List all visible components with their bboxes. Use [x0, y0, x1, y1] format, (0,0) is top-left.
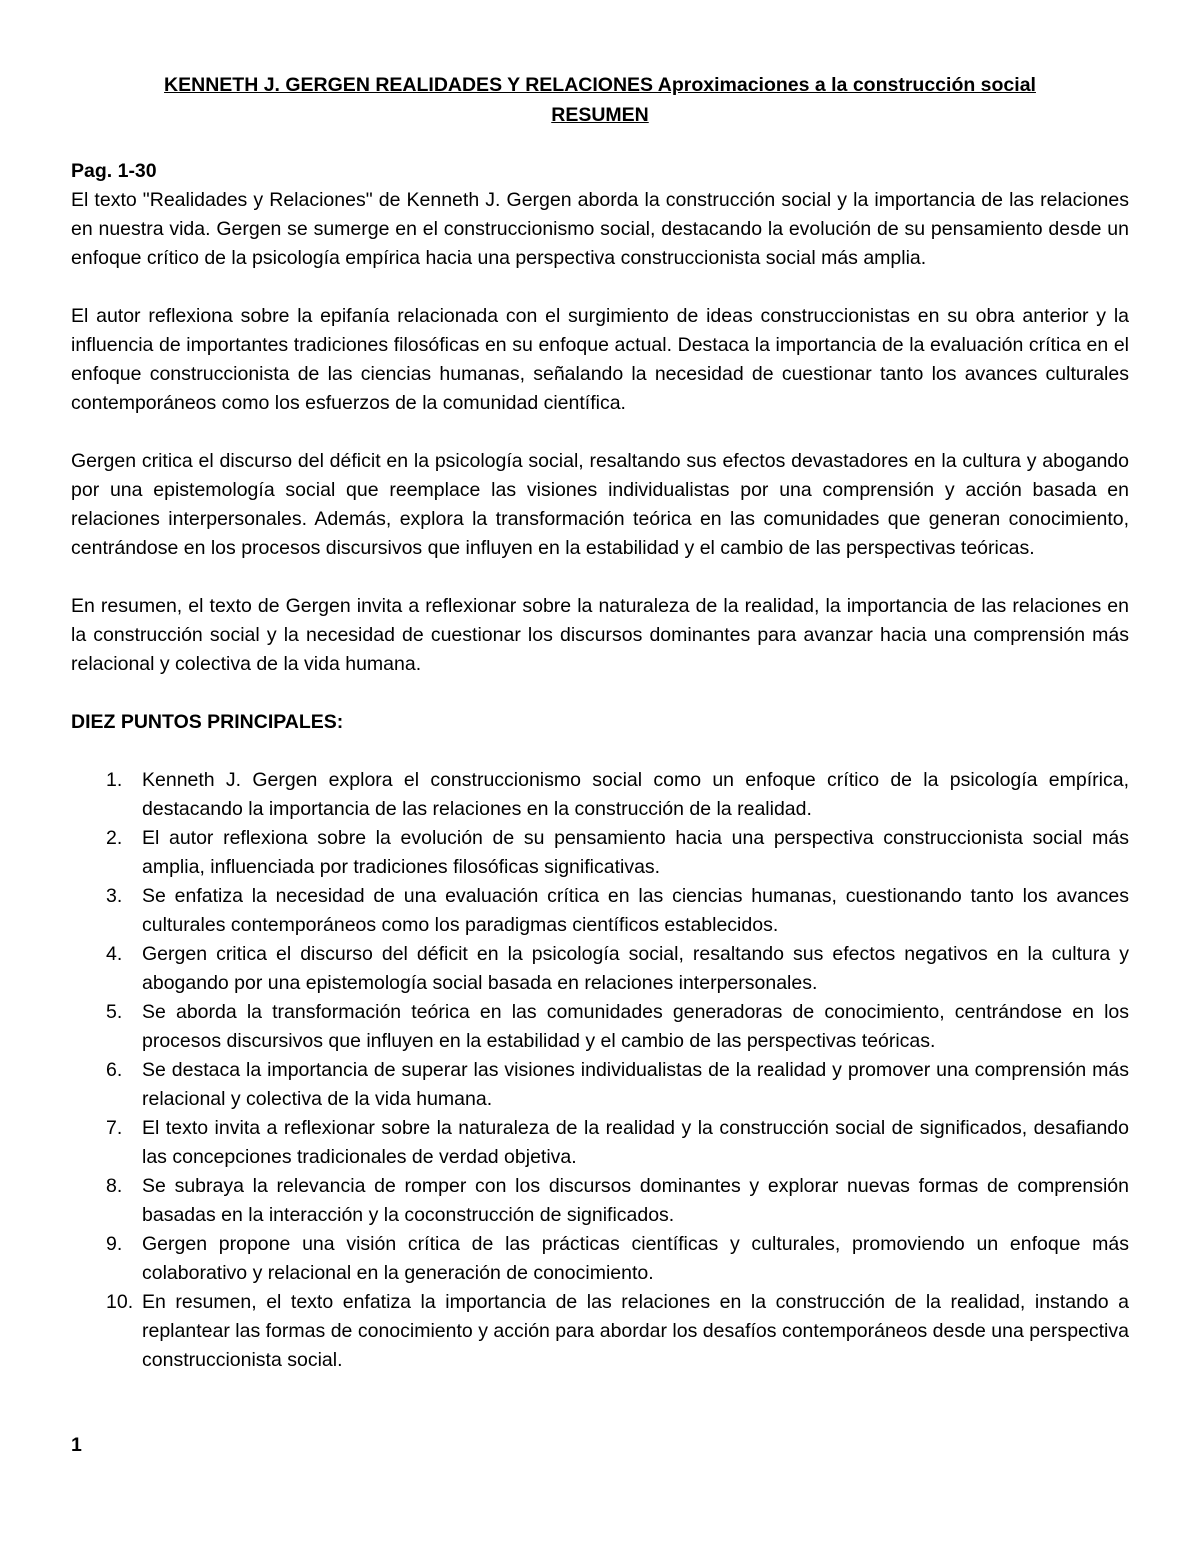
- list-item: [71, 1056, 1129, 1114]
- list-item: [71, 1288, 1129, 1375]
- list-item-number: 7.: [106, 1117, 123, 1139]
- list-item-number: 5.: [106, 1001, 123, 1023]
- list-item: [71, 1230, 1129, 1288]
- page-range: Pag. 1-30: [71, 160, 157, 182]
- list-item-number: 4.: [106, 943, 123, 965]
- points-heading: DIEZ PUNTOS PRINCIPALES:: [71, 711, 344, 733]
- paragraph: El texto "Realidades y Relaciones" de Kenneth J. Gergen aborda la construcción social y la importancia de las relaciones en nuestra vida. Gergen se sumerge en el construccionismo social, destacando la evolución de su pensamiento desde un enfoque crítico de la psicología empírica hacia una perspectiva construccionista social más amplia.: [71, 189, 1129, 269]
- paragraph: En resumen, el texto de Gergen invita a reflexionar sobre la naturaleza de la realidad, la importancia de las relaciones en la construcción social y la necesidad de cuestionar los discursos dominantes para avanzar hacia una comprensión más relacional y colectiva de la vida humana.: [71, 595, 1129, 675]
- list-item-text: Gergen propone una visión crítica de las prácticas científicas y culturales, promoviendo un enfoque más colaborativo y relacional en la generación de conocimiento.: [142, 1233, 1129, 1284]
- list-item: [71, 1114, 1129, 1172]
- list-item: [71, 824, 1129, 882]
- list-item-text: En resumen, el texto enfatiza la importancia de las relaciones en la construcción de la realidad, instando a replantear las formas de conocimiento y acción para abordar los desafíos contemporáneos desde una perspectiva construccionista social.: [142, 1291, 1129, 1371]
- list-item-text: El texto invita a reflexionar sobre la naturaleza de la realidad y la construcción social de significados, desafiando las concepciones tradicionales de verdad objetiva.: [142, 1117, 1129, 1168]
- list-item-number: 1.: [106, 769, 123, 791]
- list-item-number: 10.: [106, 1291, 134, 1313]
- list-item-text: El autor reflexiona sobre la evolución de su pensamiento hacia una perspectiva construccionista social más amplia, influenciada por tradiciones filosóficas significativas.: [142, 827, 1129, 878]
- document-page: [71, 70, 1129, 1375]
- paragraph: Gergen critica el discurso del déficit en la psicología social, resaltando sus efectos devastadores en la cultura y abogando por una epistemología social que reemplace las visiones individualistas por una comprensión y acción basada en relaciones interpersonales. Además, explora la transformación teórica en las comunidades que generan conocimiento, centrándose en los procesos discursivos que influyen en la estabilidad y el cambio de las perspectivas teóricas.: [71, 450, 1129, 559]
- list-item: [71, 1172, 1129, 1230]
- list-item-number: 9.: [106, 1233, 123, 1255]
- list-item-text: Gergen critica el discurso del déficit en la psicología social, resaltando sus efectos negativos en la cultura y abogando por una epistemología social basada en relaciones interpersonales.: [142, 943, 1129, 994]
- list-item: [71, 998, 1129, 1056]
- list-item-text: Se subraya la relevancia de romper con los discursos dominantes y explorar nuevas formas de comprensión basadas en la interacción y la coconstrucción de significados.: [142, 1175, 1129, 1226]
- list-item-text: Kenneth J. Gergen explora el construccionismo social como un enfoque crítico de la psicología empírica, destacando la importancia de las relaciones en la construcción de la realidad.: [142, 769, 1129, 820]
- list-item-text: Se enfatiza la necesidad de una evaluación crítica en las ciencias humanas, cuestionando tanto los avances culturales contemporáneos como los paradigmas científicos establecidos.: [142, 885, 1129, 936]
- list-item: [71, 882, 1129, 940]
- list-item: [71, 940, 1129, 998]
- document-subtitle: RESUMEN: [551, 104, 649, 126]
- list-item-text: Se destaca la importancia de superar las visiones individualistas de la realidad y promover una comprensión más relacional y colectiva de la vida humana.: [142, 1059, 1129, 1110]
- list-item-number: 3.: [106, 885, 123, 907]
- points-list: [71, 766, 1129, 1375]
- list-item-number: 6.: [106, 1059, 123, 1081]
- document-title: KENNETH J. GERGEN REALIDADES Y RELACIONES Aproximaciones a la construcción social: [164, 74, 1036, 96]
- list-item: [71, 766, 1129, 824]
- list-item-text: Se aborda la transformación teórica en las comunidades generadoras de conocimiento, centrándose en los procesos discursivos que influyen en la estabilidad y el cambio de las perspectivas teóricas.: [142, 1001, 1129, 1052]
- list-item-number: 8.: [106, 1175, 123, 1197]
- page-number: 1: [71, 1434, 82, 1456]
- list-item-number: 2.: [106, 827, 123, 849]
- paragraph: El autor reflexiona sobre la epifanía relacionada con el surgimiento de ideas construccionistas en su obra anterior y la influencia de importantes tradiciones filosóficas en su enfoque actual. Destaca la importancia de la evaluación crítica en el enfoque construccionista de las ciencias humanas, señalando la necesidad de cuestionar tanto los avances culturales contemporáneos como los esfuerzos de la comunidad científica.: [71, 305, 1129, 414]
